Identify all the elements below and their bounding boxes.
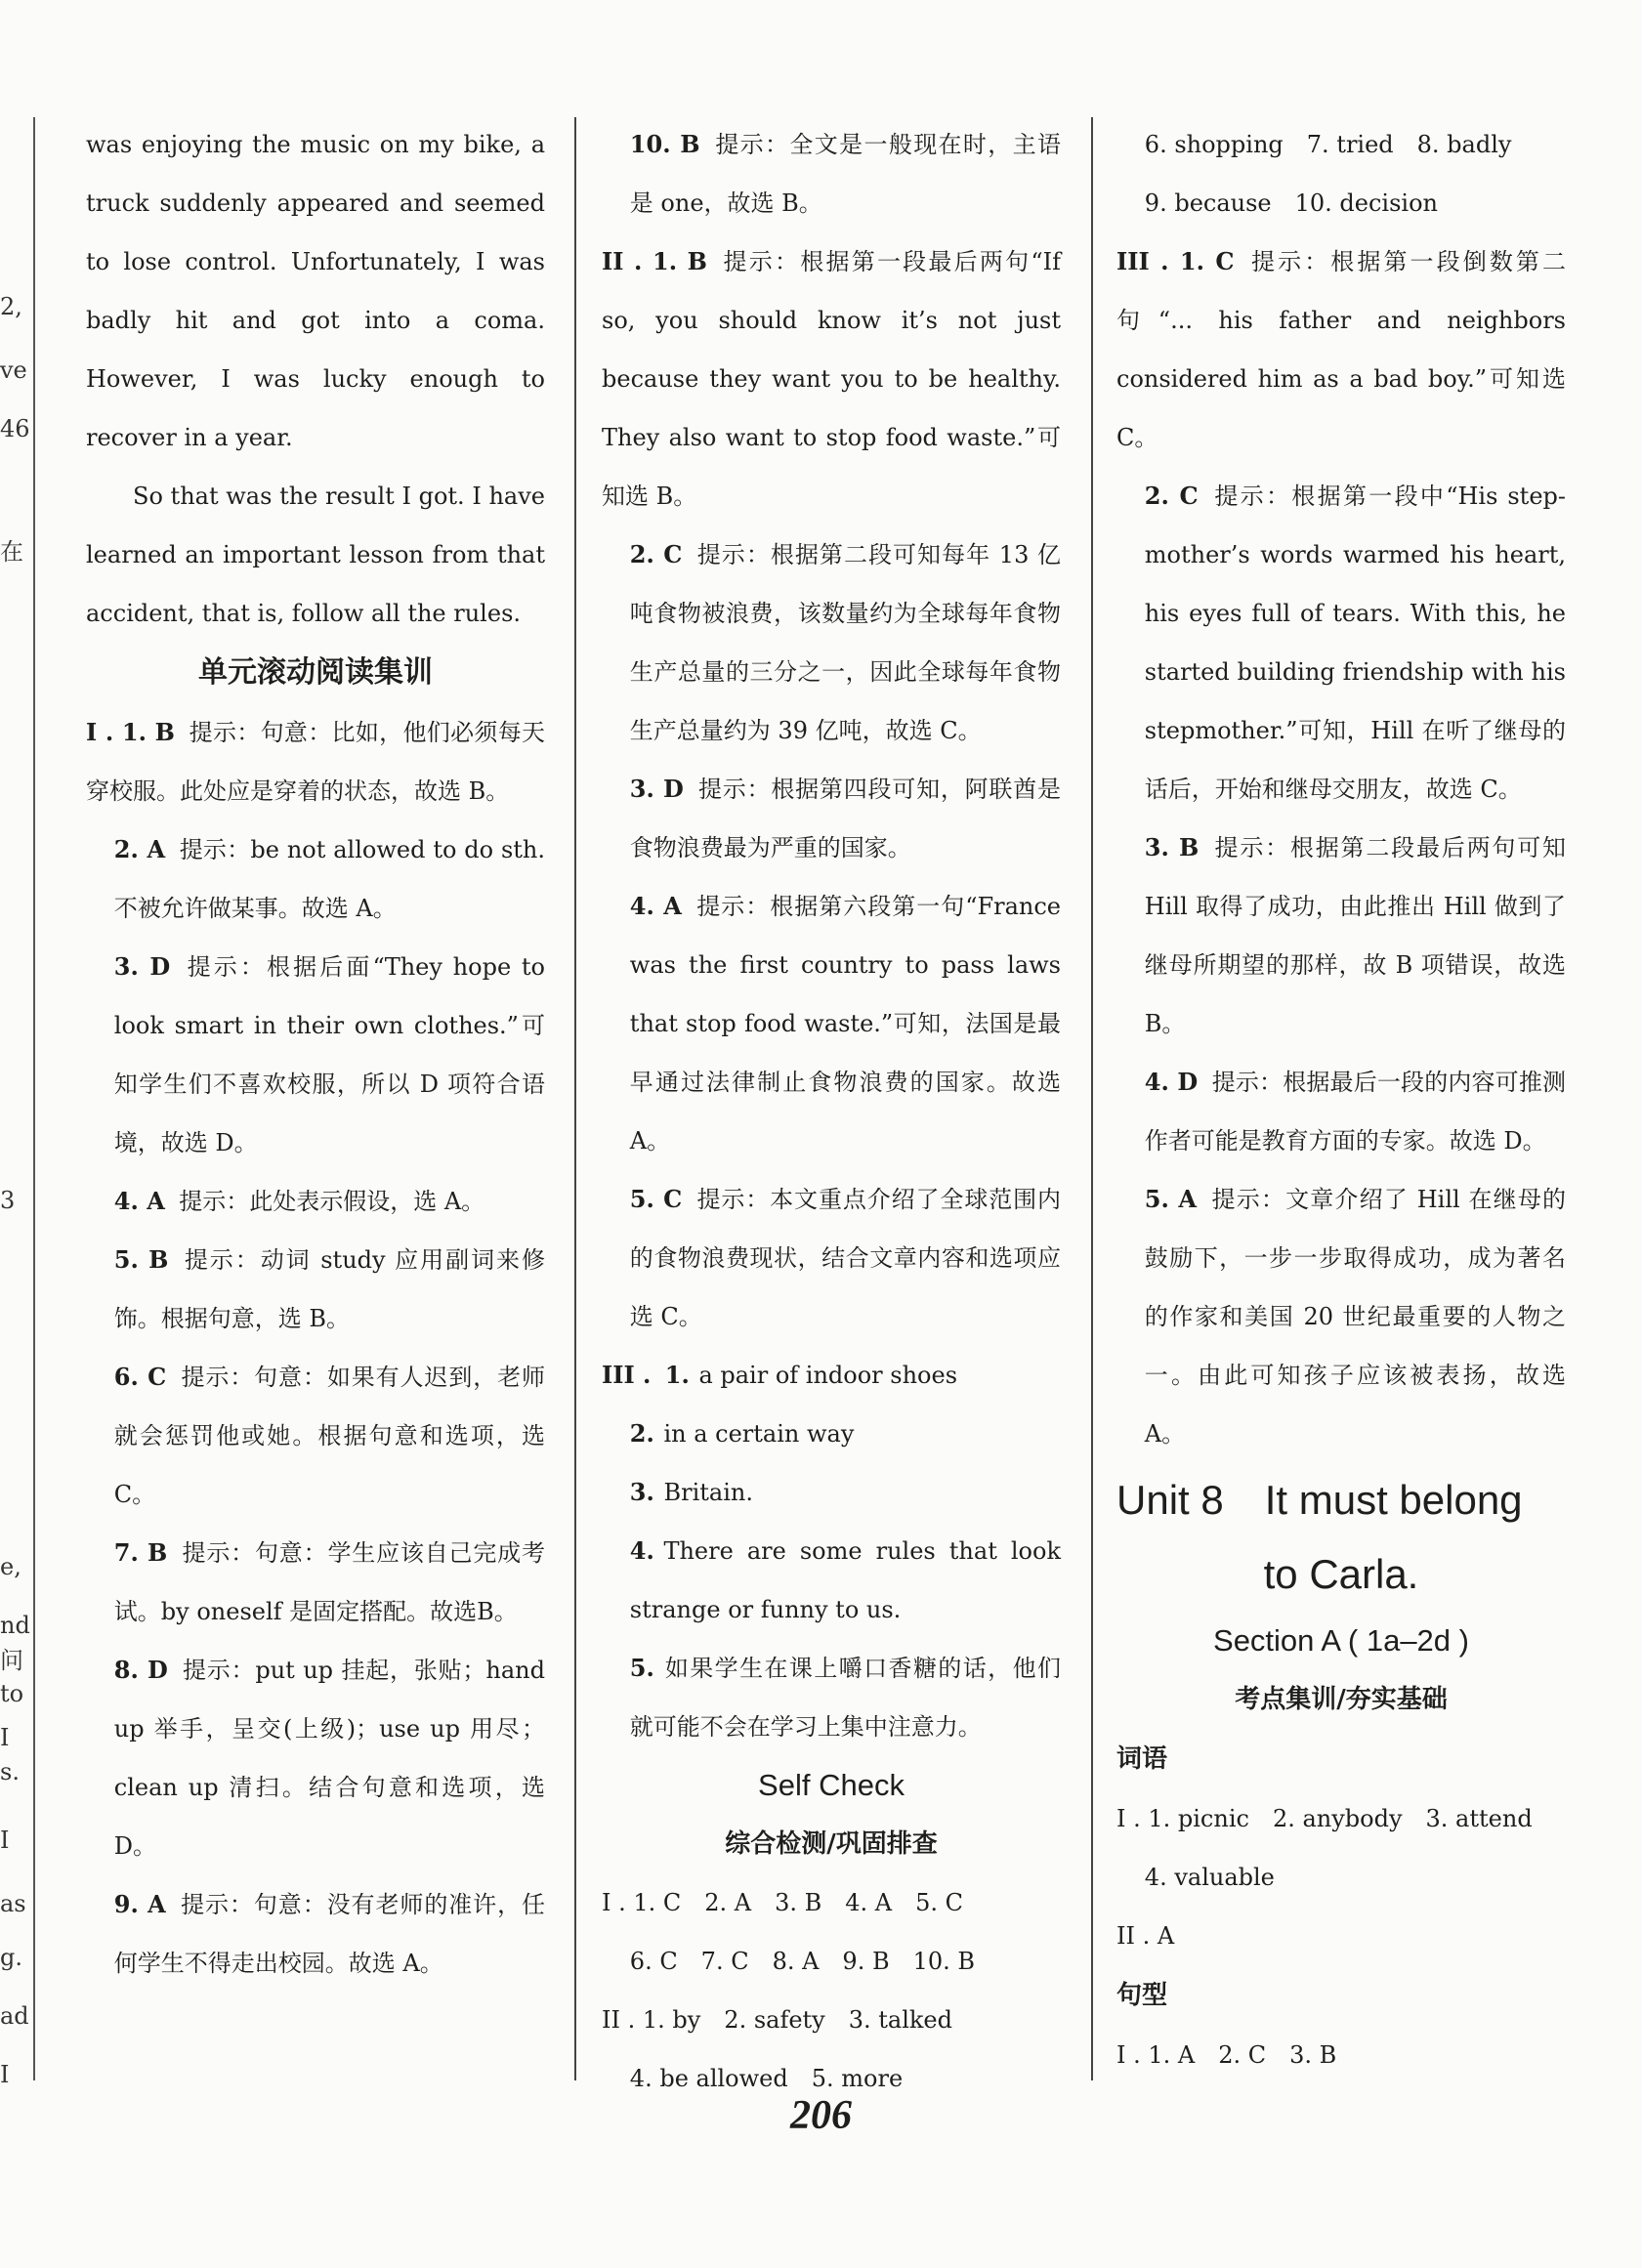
answer-row: II . A: [1116, 1922, 1175, 1950]
answer-item: [86, 1641, 545, 1875]
answer-number: 9. A: [113, 1890, 166, 1918]
page-fragment-text: I: [0, 1724, 10, 1751]
answer-text: 提示：本文重点介绍了全球范围内的食物浪费现状，结合文章内容和选项应选 C。: [629, 1186, 1061, 1330]
essay-paragraph: So that was the result I got. I have learned an important lesson from that accident, that is, follow all the rules.: [86, 483, 545, 627]
answer-number: 2. A: [113, 835, 166, 863]
answer-text: 提示：根据第四段可知，阿联酋是食物浪费最为严重的国家。: [629, 776, 1061, 861]
answer-text: 提示：全文是一般现在时，主语是 one，故选 B。: [629, 131, 1061, 217]
answer-text: a pair of indoor shoes: [698, 1362, 958, 1389]
answer-text: 提示：根据第二段最后两句可知 Hill 取得了成功，由此推出 Hill 做到了继母所期望的那样，故 B 项错误，故选 B。: [1144, 834, 1567, 1037]
answer-text: 提示：根据第一段中“His step-mother’s words warmed his heart, his eyes full of tears. With this, he started building friendship with his stepmother.”可知，Hill 在听了继母的话后，开始和继母交朋友，故选 C。: [1144, 483, 1566, 803]
answer-item: [602, 1639, 1061, 1756]
answer-number: 3. D: [113, 952, 171, 981]
answer-item: [602, 877, 1061, 1170]
answer-text: 提示：句意：没有老师的准许，任何学生不得走出校园。故选 A。: [113, 1891, 546, 1977]
answer-number: 2. C: [629, 540, 683, 568]
answer-item: [602, 1346, 1061, 1405]
page-fragment-text: 在: [0, 538, 23, 566]
page-fragment-text: 46: [0, 415, 30, 442]
answer-number: 1.: [664, 1361, 690, 1389]
answer-number: 8. D: [113, 1656, 168, 1684]
answer-item: [602, 760, 1061, 877]
answer-row: 6. C 7. C 8. A 9. B 10. B: [629, 1948, 976, 1975]
answer-number: 4. A: [629, 892, 682, 920]
page-fragment-text: ad: [0, 2002, 29, 2030]
page-fragment-text: 2,: [0, 293, 22, 320]
answer-number: 7. B: [113, 1538, 168, 1567]
answer-item: [86, 1231, 545, 1348]
column-3: [1116, 115, 1566, 2084]
answer-number: 2.: [629, 1419, 654, 1448]
answer-text: in a certain way: [663, 1420, 855, 1448]
column-divider: [574, 117, 576, 2080]
answer-text: 提示：根据后面“They hope to look smart in their own clothes.”可知学生们不喜欢校服，所以 D 项符合语境，故选 D。: [113, 953, 545, 1156]
answer-text: 提示：此处表示假设，选 A。: [179, 1188, 485, 1215]
page-fragment-text: I: [0, 1827, 10, 1854]
answer-text: 提示：根据第一段最后两句“If so, you should know it’s not just because they want you to be healthy. They also want to stop food waste.”可知选 B。: [602, 248, 1061, 510]
answer-row: 4. valuable: [1144, 1864, 1275, 1891]
answer-text: 如果学生在课上嚼口香糖的话，他们就可能不会在学习上集中注意力。: [629, 1655, 1061, 1741]
part-label: III .: [602, 1361, 652, 1389]
answer-number: 6. C: [113, 1363, 167, 1391]
answer-row: 9. because 10. decision: [1144, 189, 1438, 217]
answer-text: 提示：句意：比如，他们必须每天穿校服。此处应是穿着的状态，故选 B。: [86, 719, 546, 805]
answer-item: [86, 703, 545, 820]
answer-item: [602, 1170, 1061, 1346]
answer-row: I . 1. A 2. C 3. B: [1116, 2041, 1337, 2069]
page-fragment-text: ve: [0, 357, 27, 384]
answer-row: II . 1. by 2. safety 3. talked: [602, 2006, 953, 2034]
answer-row: I . 1. C 2. A 3. B 4. A 5. C: [602, 1889, 964, 1916]
answer-text: 提示：put up 挂起，张贴；hand up 举手，呈交(上级)；use up 用尽；clean up 清扫。结合句意和选项，选 D。: [113, 1657, 545, 1860]
page-fragment-text: g.: [0, 1944, 22, 1971]
column-2: [602, 115, 1061, 2108]
answer-number: 4.: [629, 1536, 654, 1565]
answer-text: 提示：句意：学生应该自己完成考试。by oneself 是固定搭配。故选B。: [113, 1539, 545, 1625]
page-fragment-text: 问: [0, 1647, 23, 1674]
answer-text: Britain.: [663, 1479, 753, 1506]
answer-row: I . 1. picnic 2. anybody 3. attend: [1116, 1805, 1533, 1832]
section-title: Section A ( 1a–2d ): [1213, 1623, 1469, 1658]
essay-paragraph: was enjoying the music on my bike, a truck suddenly appeared and seemed to lose control. Unfortunately, I was badly hit and got into a coma. However, I was lucky enough to recover in a year.: [86, 131, 545, 451]
answer-item: [602, 1522, 1061, 1639]
category-label: 词语: [1116, 1744, 1168, 1774]
answer-item: [1116, 819, 1566, 1053]
answer-item: [602, 115, 1061, 232]
answer-text: 提示：根据第六段第一句“France was the first country to pass laws that stop food waste.”可知，法国是最早通过法律制止食物浪费的国家。故选 A。: [629, 893, 1061, 1155]
answer-item: [86, 1172, 545, 1231]
answer-number: I . 1. B: [86, 718, 175, 746]
category-label: 句型: [1116, 1981, 1168, 2010]
answer-text: 提示：根据第一段倒数第二句“... his father and neighbors considered him as a bad boy.”可知选 C。: [1116, 248, 1566, 451]
answer-number: 10. B: [629, 130, 700, 158]
page-fragment-text: 3: [0, 1187, 16, 1214]
section-subheading: 考点集训/夯实基础: [1235, 1685, 1448, 1714]
answer-number: 3. B: [1144, 833, 1200, 861]
answer-number: 3. D: [629, 775, 684, 803]
answer-item: [1116, 1170, 1566, 1463]
answer-text: 提示：根据最后一段的内容可推测作者可能是教育方面的专家。故选 D。: [1144, 1069, 1566, 1155]
previous-page-fragments: [0, 0, 37, 2110]
answer-item: [86, 820, 545, 938]
answer-number: 4. A: [113, 1187, 165, 1215]
answer-number: 4. D: [1144, 1068, 1199, 1096]
answer-text: 提示：be not allowed to do sth. 不被允许做某事。故选 A。: [113, 836, 545, 922]
answer-list: [602, 1405, 1061, 1756]
answer-item: [1116, 1053, 1566, 1170]
answer-row: 4. be allowed 5. more: [629, 2065, 904, 2092]
page-fragment-text: as: [0, 1890, 26, 1917]
page-number: 206: [790, 2093, 852, 2138]
answer-text: 提示：根据第二段可知每年 13 亿吨食物被浪费，该数量约为全球每年食物生产总量的三分之一，因此全球每年食物生产总量约为 39 亿吨，故选 C。: [629, 541, 1061, 744]
answer-list: [602, 115, 1061, 1346]
answer-item: [602, 1463, 1061, 1522]
answer-number: 5. A: [1144, 1185, 1197, 1213]
answer-number: 2. C: [1144, 482, 1199, 510]
answer-number: II . 1. B: [602, 247, 707, 275]
column-divider: [1091, 117, 1093, 2080]
self-check-subheading: 综合检测/巩固排查: [725, 1829, 938, 1859]
unit-title: Unit 8 It must belong: [1116, 1477, 1523, 1523]
answer-text: 提示：文章介绍了 Hill 在继母的鼓励下，一步一步取得成功，成为著名的作家和美国 20 世纪最重要的人物之一。由此可知孩子应该被表扬，故选 A。: [1144, 1186, 1566, 1448]
answer-text: 提示：动词 study 应用副词来修饰。根据句意，选 B。: [113, 1246, 545, 1332]
answer-item: [1116, 232, 1566, 467]
page-fragment-text: s.: [0, 1758, 20, 1785]
page-edge-line: [33, 117, 35, 2080]
answer-text: 提示：句意：如果有人迟到，老师就会惩罚他或她。根据句意和选项，选 C。: [113, 1364, 545, 1508]
column-1: [86, 115, 545, 1993]
answer-list: [1116, 232, 1566, 1463]
answer-item: [602, 1405, 1061, 1463]
page-fragment-text: I: [0, 2061, 10, 2088]
answer-text: There are some rules that look strange or funny to us.: [629, 1537, 1061, 1623]
section-heading: 单元滚动阅读集训: [198, 655, 433, 690]
answer-item: [86, 1524, 545, 1641]
page-fragment-text: to: [0, 1680, 24, 1707]
answer-item: [602, 232, 1061, 525]
unit-title: to Carla.: [1263, 1551, 1419, 1597]
answer-number: III . 1. C: [1116, 247, 1235, 275]
answer-item: [1116, 467, 1566, 819]
self-check-heading: Self Check: [758, 1768, 905, 1802]
page-fragment-text: nd: [0, 1612, 30, 1639]
answer-number: 5. B: [113, 1245, 169, 1274]
answer-number: 5. C: [629, 1185, 683, 1213]
answer-number: 3.: [629, 1478, 654, 1506]
answer-item: [602, 525, 1061, 760]
answer-item: [86, 938, 545, 1172]
page-fragment-text: e,: [0, 1553, 21, 1580]
answer-item: [86, 1348, 545, 1524]
answer-item: [86, 1875, 545, 1993]
answer-number: 5.: [629, 1654, 654, 1682]
answer-row: 6. shopping 7. tried 8. badly: [1144, 131, 1512, 158]
answer-list: [86, 703, 545, 1993]
